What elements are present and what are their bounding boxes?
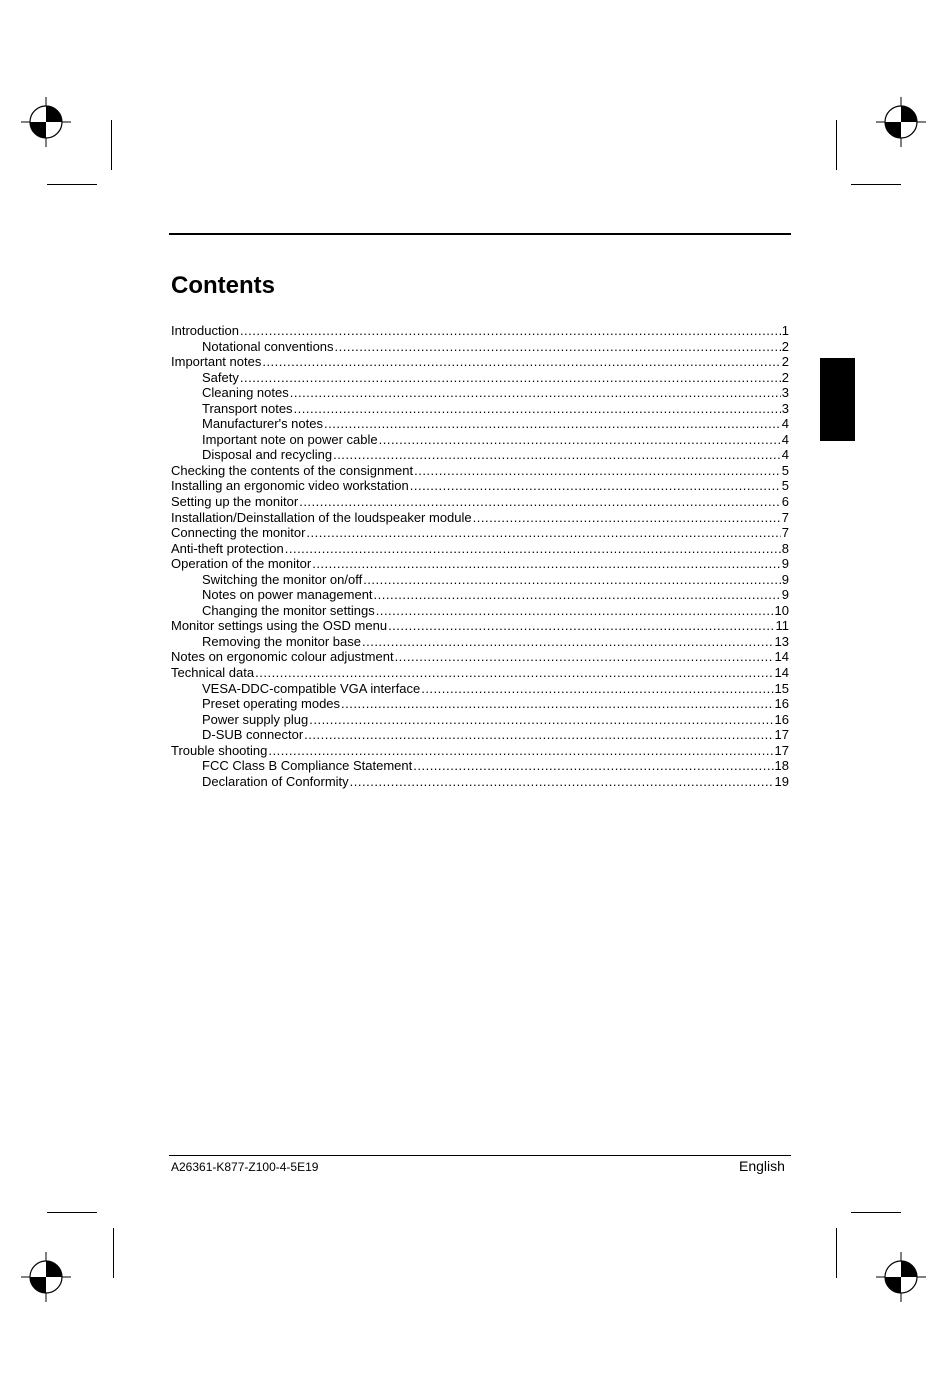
toc-dot-leader: [240, 370, 781, 386]
toc-entry[interactable]: [171, 478, 789, 494]
toc-dot-leader: [312, 556, 781, 572]
toc-entry-page: 4: [781, 416, 789, 432]
page-title: Contents: [171, 272, 275, 299]
header-rule: [169, 233, 791, 235]
crop-line: [113, 1228, 114, 1278]
toc-entry-title: Setting up the monitor: [171, 494, 299, 510]
toc-dot-leader: [309, 712, 773, 728]
toc-entry[interactable]: [171, 572, 789, 588]
toc-entry[interactable]: [171, 354, 789, 370]
toc-entry[interactable]: [171, 494, 789, 510]
toc-dot-leader: [294, 401, 781, 417]
toc-dot-leader: [350, 774, 774, 790]
toc-entry[interactable]: [171, 416, 789, 432]
toc-dot-leader: [240, 323, 781, 339]
toc-dot-leader: [255, 665, 773, 681]
toc-entry[interactable]: [171, 774, 789, 790]
toc-entry-title: Notes on power management: [202, 587, 373, 603]
toc-entry-page: 4: [781, 431, 789, 447]
toc-dot-leader: [262, 354, 780, 370]
toc-entry-page: 18: [774, 758, 789, 774]
toc-entry[interactable]: [171, 712, 789, 728]
toc-entry-page: 17: [774, 727, 789, 743]
toc-dot-leader: [414, 463, 781, 479]
toc-dot-leader: [413, 758, 773, 774]
toc-entry[interactable]: [171, 665, 789, 681]
toc-dot-leader: [395, 649, 774, 665]
toc-entry[interactable]: [171, 556, 789, 572]
toc-entry-title: Safety: [202, 369, 239, 385]
toc-entry-page: 5: [781, 478, 789, 494]
registration-mark-icon: [21, 1252, 71, 1302]
table-of-contents: [171, 323, 789, 789]
toc-dot-leader: [324, 416, 781, 432]
toc-entry-page: 16: [774, 696, 789, 712]
toc-entry[interactable]: [171, 634, 789, 650]
toc-entry-title: Anti-theft protection: [171, 540, 284, 556]
toc-entry-page: 16: [774, 711, 789, 727]
toc-entry-page: 5: [781, 462, 789, 478]
toc-entry[interactable]: [171, 603, 789, 619]
toc-entry[interactable]: [171, 541, 789, 557]
toc-entry-title: Power supply plug: [202, 711, 309, 727]
toc-dot-leader: [379, 432, 781, 448]
toc-dot-leader: [306, 525, 780, 541]
toc-dot-leader: [333, 447, 781, 463]
toc-dot-leader: [374, 587, 781, 603]
toc-entry[interactable]: [171, 743, 789, 759]
toc-dot-leader: [388, 618, 774, 634]
crop-line: [836, 120, 837, 170]
toc-dot-leader: [268, 743, 773, 759]
toc-entry-title: VESA-DDC-compatible VGA interface: [202, 680, 421, 696]
toc-entry-title: Operation of the monitor: [171, 556, 312, 572]
toc-entry-title: Preset operating modes: [202, 696, 341, 712]
crop-line: [836, 1228, 837, 1278]
toc-dot-leader: [363, 572, 781, 588]
footer-rule: [169, 1155, 791, 1156]
toc-dot-leader: [421, 681, 773, 697]
language-label: English: [739, 1158, 785, 1174]
toc-entry-title: Technical data: [171, 665, 255, 681]
toc-entry-title: Cleaning notes: [202, 385, 289, 401]
registration-mark-icon: [876, 97, 926, 147]
toc-entry-title: Checking the contents of the consignment: [171, 462, 414, 478]
toc-entry-page: 7: [781, 509, 789, 525]
toc-entry-title: Introduction: [171, 323, 239, 338]
crop-line: [47, 1212, 97, 1213]
toc-entry-title: Monitor settings using the OSD menu: [171, 618, 388, 634]
toc-entry-page: 13: [774, 633, 789, 649]
toc-entry-page: 10: [774, 602, 789, 618]
toc-entry-title: Important note on power cable: [202, 431, 378, 447]
toc-entry-page: 19: [774, 773, 789, 789]
crop-line: [111, 120, 112, 170]
toc-entry-page: 15: [774, 680, 789, 696]
chapter-thumb-tab: [820, 358, 855, 441]
toc-entry-page: 3: [781, 385, 789, 401]
toc-entry-title: Installation/Deinstallation of the loudspeaker module: [171, 509, 472, 525]
toc-dot-leader: [362, 634, 774, 650]
toc-entry[interactable]: [171, 525, 789, 541]
toc-entry[interactable]: [171, 432, 789, 448]
toc-entry-title: Switching the monitor on/off: [202, 571, 363, 587]
toc-entry[interactable]: [171, 510, 789, 526]
crop-line: [851, 184, 901, 185]
toc-entry-page: 8: [781, 540, 789, 556]
toc-entry-page: 2: [781, 354, 789, 370]
toc-dot-leader: [410, 478, 781, 494]
toc-entry-page: 9: [781, 587, 789, 603]
toc-entry[interactable]: [171, 681, 789, 697]
toc-entry[interactable]: [171, 370, 789, 386]
toc-entry-title: Disposal and recycling: [202, 447, 333, 463]
toc-entry-page: 3: [781, 400, 789, 416]
toc-entry-page: 17: [774, 742, 789, 758]
toc-entry-title: Removing the monitor base: [202, 633, 361, 649]
toc-dot-leader: [335, 339, 781, 355]
toc-dot-leader: [299, 494, 781, 510]
toc-entry-title: Notational conventions: [202, 338, 334, 354]
toc-dot-leader: [376, 603, 774, 619]
registration-mark-icon: [21, 97, 71, 147]
toc-entry[interactable]: [171, 339, 789, 355]
toc-dot-leader: [473, 510, 781, 526]
toc-entry-title: Manufacturer's notes: [202, 416, 323, 432]
toc-dot-leader: [285, 541, 781, 557]
toc-entry-title: Changing the monitor settings: [202, 602, 375, 618]
toc-entry[interactable]: [171, 696, 789, 712]
toc-entry[interactable]: [171, 727, 789, 743]
toc-entry[interactable]: [171, 447, 789, 463]
toc-entry-title: Connecting the monitor: [171, 525, 306, 541]
toc-entry-page: 2: [781, 338, 789, 354]
toc-entry-page: 1: [781, 323, 789, 338]
toc-entry[interactable]: [171, 587, 789, 603]
toc-entry-title: Installing an ergonomic video workstation: [171, 478, 409, 494]
toc-entry-title: FCC Class B Compliance Statement: [202, 758, 413, 774]
toc-entry-page: 11: [775, 618, 789, 634]
toc-entry-page: 9: [781, 556, 789, 572]
registration-mark-icon: [876, 1252, 926, 1302]
crop-line: [851, 1212, 901, 1213]
toc-dot-leader: [341, 696, 774, 712]
toc-entry-page: 4: [781, 447, 789, 463]
crop-line: [47, 184, 97, 185]
toc-entry-page: 7: [781, 525, 789, 541]
toc-entry-title: Important notes: [171, 354, 262, 370]
toc-entry[interactable]: [171, 323, 789, 339]
toc-entry-page: 2: [781, 369, 789, 385]
toc-entry-page: 9: [781, 571, 789, 587]
toc-entry-title: Declaration of Conformity: [202, 773, 349, 789]
toc-entry[interactable]: [171, 463, 789, 479]
toc-entry-title: Transport notes: [202, 400, 293, 416]
toc-entry-page: 14: [774, 665, 789, 681]
toc-entry[interactable]: [171, 758, 789, 774]
toc-entry-title: D-SUB connector: [202, 727, 304, 743]
toc-entry-page: 14: [774, 649, 789, 665]
toc-entry[interactable]: [171, 385, 789, 401]
toc-entry-title: Notes on ergonomic colour adjustment: [171, 649, 394, 665]
toc-dot-leader: [304, 727, 773, 743]
document-number: A26361-K877-Z100-4-5E19: [171, 1160, 319, 1174]
toc-dot-leader: [290, 385, 781, 401]
toc-entry[interactable]: [171, 401, 789, 417]
toc-entry-title: Trouble shooting: [171, 742, 268, 758]
toc-entry-page: 6: [781, 494, 789, 510]
toc-entry[interactable]: [171, 649, 789, 665]
toc-entry[interactable]: [171, 618, 789, 634]
